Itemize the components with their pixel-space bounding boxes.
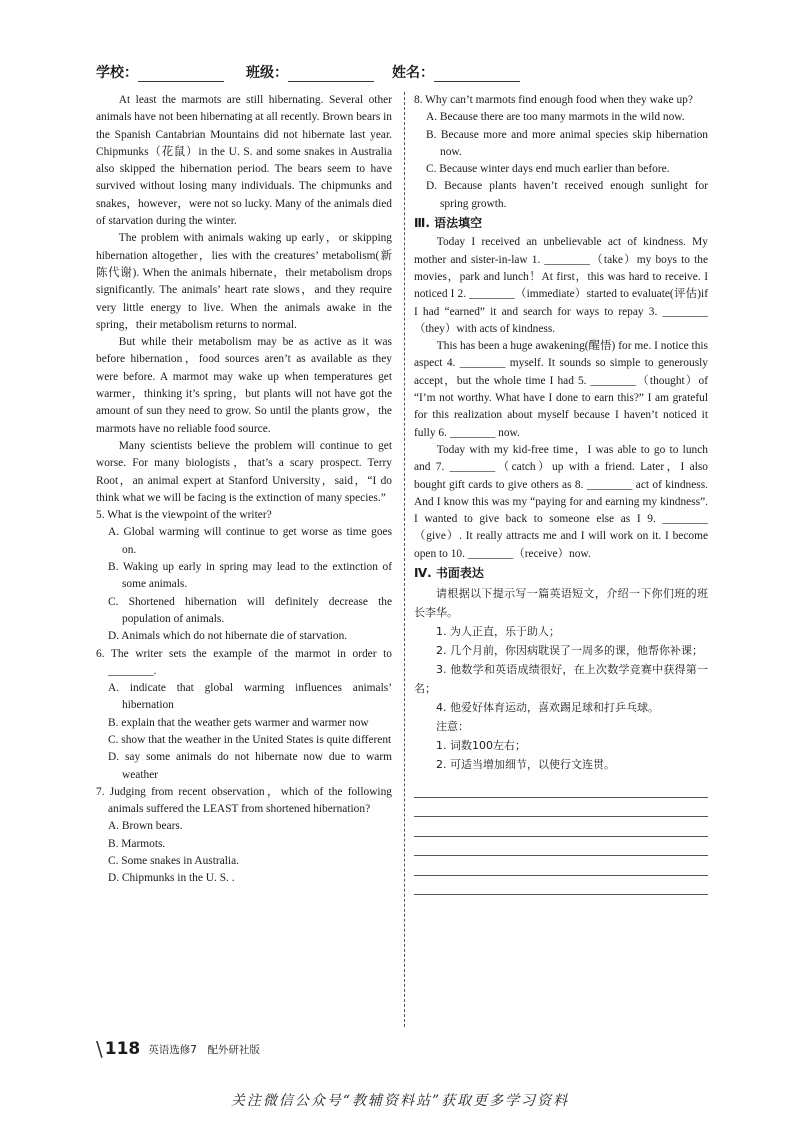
writing-prompt: 请根据以下提示写一篇英语短文，介绍一下你们班的班长李华。 — [414, 587, 708, 620]
option-c: C. Shortened hibernation will definitely decrease the population of animals. — [108, 595, 392, 625]
grammar-paragraph-1: Today I received an unbelievable act of kindness. My mother and sister-in-law 1. ________（take）my boys to the movies，park and lunch！At first，this was hard to receive. I noticed I 2. ________（immediate）started to evaluate(评估)if I had “earned” it and search for ways to repay 3. ________（they）with acts of kindness. — [414, 236, 708, 335]
school-field — [96, 62, 224, 82]
question-stem: 8. Why can’t marmots find enough food when they wake up? — [414, 94, 693, 106]
page-number: 118 — [104, 1039, 141, 1059]
writing-task — [414, 584, 708, 774]
grammar-paragraph-2: This has been a huge awakening(醒悟) for me. I notice this aspect 4. ________ myself. It sounds so simple to generously accept，but the whole time I had 5. ________（thought）of “I’m not worthy. What have I done to earn this?” I am grateful for this realization about myself because I haven’t noticed it fully 6. ________ now. — [414, 340, 708, 439]
name-field — [392, 62, 520, 82]
page-footer — [96, 1038, 260, 1060]
option-b: B. Marmots. — [108, 837, 166, 850]
writing-notes-label: 注意： — [436, 720, 469, 734]
answer-line[interactable] — [414, 856, 708, 876]
writing-point-2: 2. 几个月前，你因病耽误了一周多的课，他帮你补课； — [436, 644, 703, 658]
answer-lines — [414, 778, 708, 895]
writing-point-4: 4. 他爱好体育运动，喜欢踢足球和打乒乓球。 — [436, 701, 659, 715]
answer-line[interactable] — [414, 876, 708, 896]
option-c: C. Because winter days end much earlier than before. — [426, 163, 670, 176]
answer-line[interactable] — [414, 778, 708, 798]
school-label: 学校： — [96, 65, 138, 81]
passage-paragraph-4: Many scientists believe the problem will continue to get worse. For many biologists，that’s a scary prospect. Terry Root，an animal expert at Stanford University，said，“I do think what we will be facing is the extinction of many species.” — [96, 439, 392, 504]
option-b: B. explain that the weather gets warmer and warmer now — [108, 716, 369, 729]
question-6 — [96, 646, 392, 784]
option-a: A. Brown bears. — [108, 820, 183, 833]
left-column — [96, 92, 392, 888]
grammar-paragraph-3: Today with my kid-free time，I was able to go to lunch and 7. ________（catch）up with a friend. Later，I also bought gift cards to give others as 8. ________ act of kindness. And I know this was my “paying for and earning my kindness”. I wanted to give back to someone else as I 9. ________（give）. It really attracts me and I will work on it. I become open to 10. ________（receive）now. — [414, 443, 708, 560]
page-slash-mark: \ — [96, 1037, 103, 1061]
question-stem: 6. The writer sets the example of the marmot in order to ________. — [96, 647, 392, 677]
option-d: D. Because plants haven’t received enough sunlight for spring growth. — [426, 180, 708, 210]
class-field — [246, 62, 374, 82]
option-b: B. Waking up early in spring may lead to the extinction of some animals. — [108, 561, 392, 591]
grammar-section-title: Ⅲ. 语法填空 — [414, 216, 483, 231]
watermark: 关注微信公众号“教辅资料站”获取更多学习资料 — [230, 1093, 570, 1109]
question-5 — [96, 507, 392, 645]
column-divider — [404, 92, 405, 1027]
question-stem: 7. Judging from recent observation，which of the following animals suffered the LEAST from shortened hibernation? — [96, 785, 392, 816]
question-7 — [96, 784, 392, 888]
page-header — [96, 62, 716, 84]
name-label: 姓名： — [392, 65, 434, 81]
writing-section-title: Ⅳ. 书面表达 — [414, 566, 484, 581]
option-c: C. show that the weather in the United States is quite different — [108, 733, 392, 746]
question-8 — [414, 92, 708, 213]
answer-line[interactable] — [414, 837, 708, 857]
school-blank — [138, 66, 224, 82]
passage-paragraph-1: At least the marmots are still hibernating. Several other animals have not been hibernating at all recently. Brown bears in the Spanish Cantabrian Mountains did not hibernate last year. Chipmunks（花鼠）in the U. S. and some snakes in Australia also skipped the hibernation period. The bears seem to have survived without losing many individuals. The chipmunks and snakes，however，were not so lucky. Many of the animals died of starvation during the winter. — [96, 94, 392, 228]
option-d: D. Chipmunks in the U. S. . — [108, 872, 235, 885]
writing-point-1: 1. 为人正直，乐于助人； — [436, 625, 560, 639]
option-d: D. say some animals do not hibernate now due to warm weather — [108, 751, 392, 781]
question-stem: 5. What is the viewpoint of the writer? — [96, 509, 272, 522]
writing-note-1: 1. 词数100左右； — [436, 739, 526, 753]
class-blank — [288, 66, 374, 82]
option-a: A. Global warming will continue to get worse as time goes on. — [108, 526, 392, 556]
option-a: A. Because there are too many marmots in the wild now. — [426, 111, 685, 124]
passage-paragraph-3: But while their metabolism may be as active as it was before hibernation，food sources aren’t as available as they were before. A marmot may wake up when temperatures get warmer，thinking it’s spring，but plants will not have got the amount of sun they need to grow. So until the plants grow，the marmots have no reliable food source. — [96, 336, 392, 435]
option-c: C. Some snakes in Australia. — [108, 855, 239, 868]
passage-paragraph-2: The problem with animals waking up early，or skipping hibernation altogether，lies with the creatures’ metabolism(新陈代谢). When the animals hibernate，their metabolism drops significantly. The animals’ heart rate slows，and they require very little energy to live. When the animals awake in the spring，their metabolism returns to normal. — [96, 232, 392, 331]
option-d: D. Animals which do not hibernate die of starvation. — [108, 630, 348, 643]
option-b: B. Because more and more animal species skip hibernation now. — [426, 128, 708, 158]
writing-note-2: 2. 可适当增加细节，以使行文连贯。 — [436, 758, 615, 772]
answer-line[interactable] — [414, 798, 708, 818]
answer-line[interactable] — [414, 817, 708, 837]
name-blank — [434, 66, 520, 82]
right-column — [414, 92, 708, 895]
writing-point-3: 3. 他数学和英语成绩很好，在上次数学竞赛中获得第一名； — [414, 663, 708, 696]
book-title: 英语选修7 配外研社版 — [148, 1043, 260, 1056]
class-label: 班级： — [246, 65, 288, 81]
option-a: A. indicate that global warming influences animals’ hibernation — [108, 682, 392, 712]
